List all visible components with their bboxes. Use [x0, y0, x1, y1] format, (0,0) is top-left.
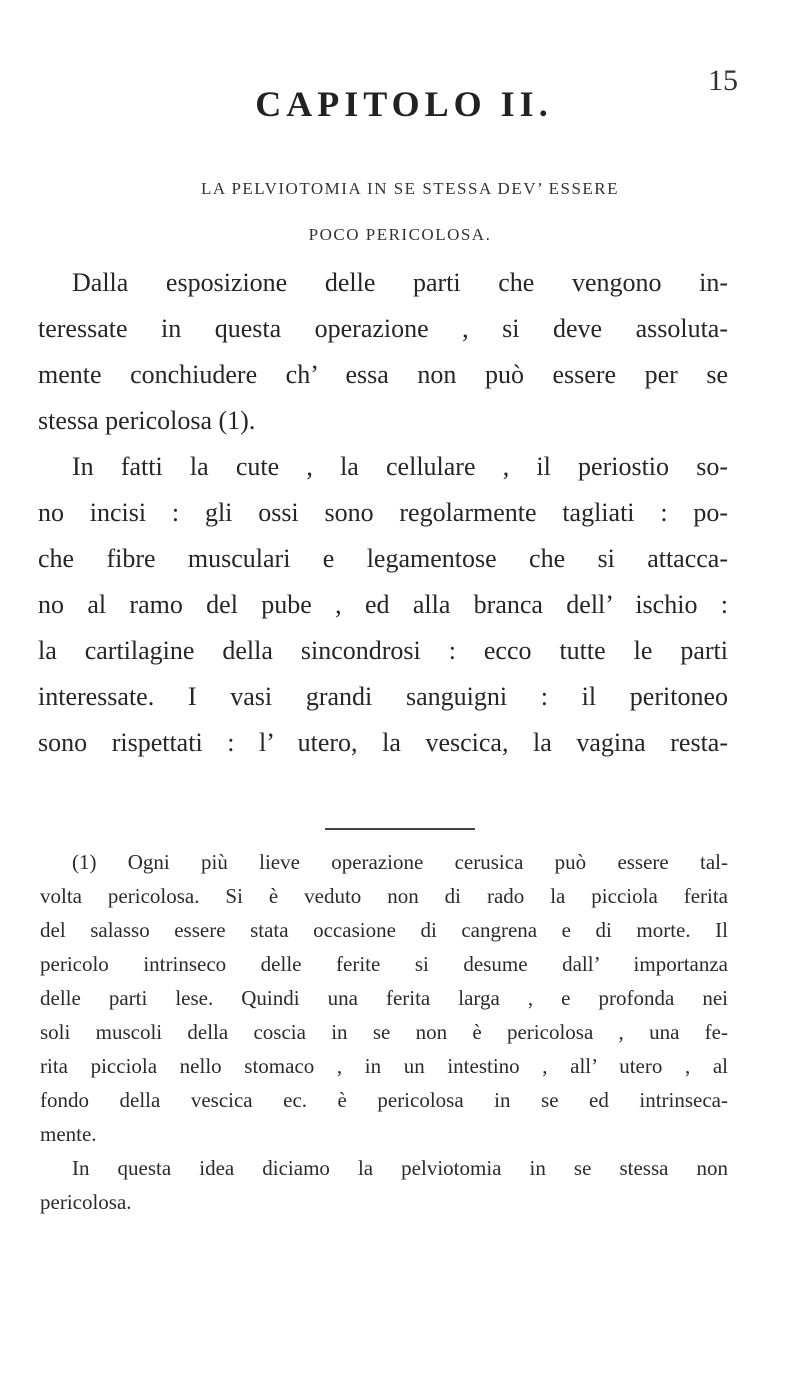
body-line: no incisi : gli ossi sono regolarmente tagliati : po-	[38, 498, 728, 527]
footnote-line: pericolo intrinseco delle ferite si desume dall’ importanza	[40, 952, 728, 976]
body-line: Dalla esposizione delle parti che vengono in-	[72, 268, 728, 297]
footnote-line: mente.	[40, 1122, 97, 1146]
footnote-separator	[325, 828, 475, 830]
body-line: In fatti la cute , la cellulare , il periostio so-	[72, 452, 728, 481]
chapter-title: CAPITOLO II.	[255, 84, 553, 124]
footnote-line: (1) Ogni più lieve operazione cerusica può essere tal-	[72, 850, 728, 874]
body-line: che fibre musculari e legamentose che si attacca-	[38, 544, 728, 573]
chapter-subtitle-line-1: LA PELVIOTOMIA IN SE STESSA DEV’ ESSERE	[200, 179, 620, 198]
body-line: la cartilagine della sincondrosi : ecco tutte le parti	[38, 636, 728, 665]
chapter-subtitle-line-2: POCO PERICOLOSA.	[308, 225, 492, 244]
body-line: interessate. I vasi grandi sanguigni : il peritoneo	[38, 682, 728, 711]
body-line: sono rispettati : l’ utero, la vescica, la vagina resta-	[38, 728, 728, 757]
body-line: stessa pericolosa (1).	[38, 406, 256, 435]
footnote-line: rita picciola nello stomaco , in un intestino , all’ utero , al	[40, 1054, 728, 1078]
footnote-line: delle parti lese. Quindi una ferita larga , e profonda nei	[40, 986, 728, 1010]
footnote-line: del salasso essere stata occasione di cangrena e di morte. Il	[40, 918, 728, 942]
page-number: 15	[708, 64, 738, 97]
footnote-line: pericolosa.	[40, 1190, 132, 1214]
footnote-line: volta pericolosa. Si è veduto non di rado la picciola ferita	[40, 884, 728, 908]
body-line: mente conchiudere ch’ essa non può essere per se	[38, 360, 728, 389]
footnote-line: In questa idea diciamo la pelviotomia in se stessa non	[72, 1156, 728, 1180]
body-line: no al ramo del pube , ed alla branca dell’ ischio :	[38, 590, 728, 619]
footnote-line: soli muscoli della coscia in se non è pericolosa , una fe-	[40, 1020, 728, 1044]
footnote-line: fondo della vescica ec. è pericolosa in se ed intrinseca-	[40, 1088, 728, 1112]
body-line: teressate in questa operazione , si deve assoluta-	[38, 314, 728, 343]
